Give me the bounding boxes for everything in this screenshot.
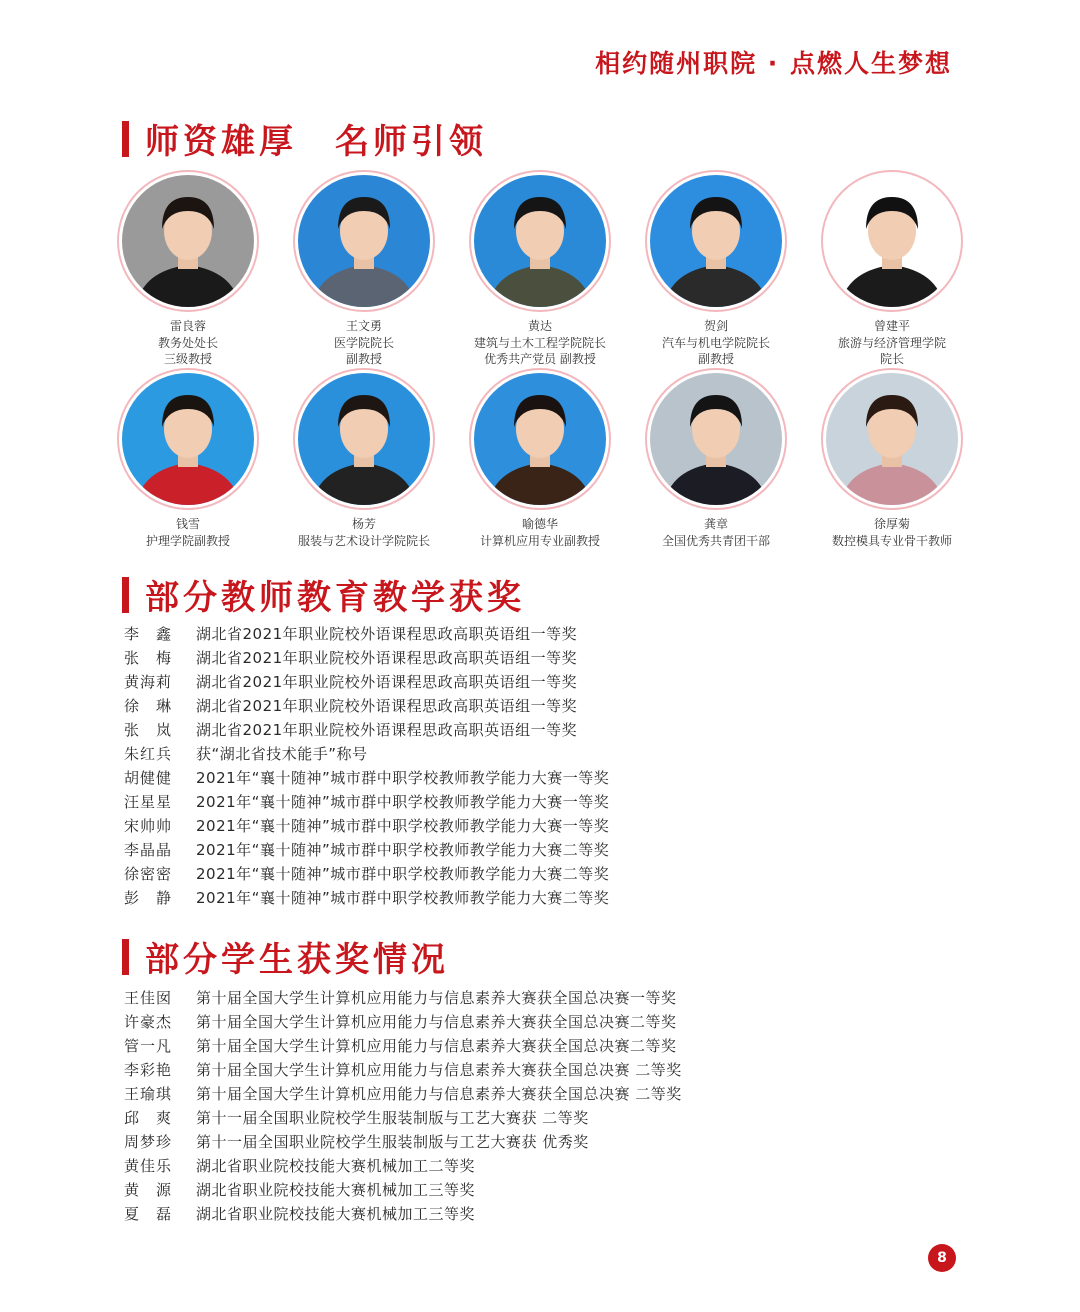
teacher-name: 贺剑 <box>703 319 728 333</box>
teacher-info <box>832 516 952 549</box>
award-row <box>124 838 609 862</box>
award-row <box>124 1202 682 1226</box>
award-description: 2021年“襄十随神”城市群中职学校教师教学能力大赛二等奖 <box>196 841 610 859</box>
title-accent-bar <box>122 121 129 157</box>
teacher-card <box>804 368 980 553</box>
award-row <box>124 1106 682 1130</box>
award-recipient: 邱 爽 <box>124 1109 173 1127</box>
teacher-title-line: 计算机应用专业副教授 <box>479 533 600 548</box>
award-recipient: 胡健健 <box>124 769 173 787</box>
award-description: 第十一届全国职业院校学生服装制版与工艺大赛获 二等奖 <box>196 1109 589 1127</box>
title-accent-bar <box>122 577 129 613</box>
teacher-name: 杨芳 <box>351 517 376 531</box>
portrait-image <box>122 373 254 505</box>
teacher-row <box>100 170 980 368</box>
teacher-name: 喻德华 <box>521 517 558 531</box>
award-row <box>124 718 609 742</box>
award-description: 2021年“襄十随神”城市群中职学校教师教学能力大赛一等奖 <box>196 793 610 811</box>
award-row <box>124 646 609 670</box>
teacher-photo <box>821 368 963 510</box>
award-recipient: 徐 琳 <box>124 697 173 715</box>
portrait-image <box>826 373 958 505</box>
teacher-photo <box>293 368 435 510</box>
teacher-card <box>276 368 452 553</box>
section-title-teachers <box>122 114 487 163</box>
title-accent-bar <box>122 939 129 975</box>
teacher-info <box>480 516 600 549</box>
award-recipient: 李 鑫 <box>124 625 173 643</box>
award-description: 湖北省2021年职业院校外语课程思政高职英语组一等奖 <box>196 697 578 715</box>
teacher-title-line: 护理学院副教授 <box>145 533 230 548</box>
award-recipient: 徐密密 <box>124 865 173 883</box>
teacher-name: 钱雪 <box>175 517 200 531</box>
award-recipient: 李晶晶 <box>124 841 173 859</box>
award-recipient: 黄 源 <box>124 1181 173 1199</box>
award-description: 第十一届全国职业院校学生服装制版与工艺大赛获 优秀奖 <box>196 1133 589 1151</box>
award-recipient: 黄海莉 <box>124 673 173 691</box>
teacher-card <box>804 170 980 368</box>
award-description: 第十届全国大学生计算机应用能力与信息素养大赛获全国总决赛一等奖 <box>196 989 677 1007</box>
teacher-photo <box>821 170 963 312</box>
teacher-title-line: 院长 <box>879 352 904 366</box>
award-row <box>124 814 609 838</box>
award-row <box>124 1034 682 1058</box>
teacher-name: 曾建平 <box>873 319 910 333</box>
award-description: 湖北省职业院校技能大赛机械加工二等奖 <box>196 1157 476 1175</box>
award-row <box>124 886 609 910</box>
teacher-info <box>158 318 218 368</box>
portrait-image <box>474 175 606 307</box>
award-row <box>124 670 609 694</box>
teacher-card <box>628 170 804 368</box>
teacher-info <box>474 318 606 368</box>
portrait-image <box>650 373 782 505</box>
teacher-info <box>334 318 394 368</box>
award-recipient: 夏 磊 <box>124 1205 173 1223</box>
award-description: 湖北省职业院校技能大赛机械加工三等奖 <box>196 1181 476 1199</box>
teacher-photo <box>117 368 259 510</box>
award-row <box>124 862 609 886</box>
section-title-teacher-awards <box>122 570 525 619</box>
teacher-photo <box>469 170 611 312</box>
portrait-image <box>650 175 782 307</box>
award-description: 第十届全国大学生计算机应用能力与信息素养大赛获全国总决赛 二等奖 <box>196 1061 682 1079</box>
award-recipient: 李彩艳 <box>124 1061 173 1079</box>
award-description: 湖北省2021年职业院校外语课程思政高职英语组一等奖 <box>196 673 578 691</box>
teacher-info <box>838 318 946 368</box>
teacher-title-line: 数控模具专业骨干教师 <box>831 533 952 548</box>
award-recipient: 汪星星 <box>124 793 173 811</box>
award-recipient: 周梦珍 <box>124 1133 173 1151</box>
teacher-awards-list <box>124 622 609 910</box>
section-title-text: 师资雄厚 名师引领 <box>145 122 487 162</box>
award-recipient: 王佳囡 <box>124 989 173 1007</box>
teacher-photo <box>469 368 611 510</box>
portrait-image <box>122 175 254 307</box>
teacher-photo <box>645 368 787 510</box>
teacher-card <box>276 170 452 368</box>
teacher-photo <box>117 170 259 312</box>
award-description: 湖北省职业院校技能大赛机械加工三等奖 <box>196 1205 476 1223</box>
header-slogan: 相约随州职院 · 点燃人生梦想 <box>595 49 952 78</box>
award-row <box>124 1058 682 1082</box>
teacher-title-line: 优秀共产党员 副教授 <box>484 352 596 366</box>
award-description: 第十届全国大学生计算机应用能力与信息素养大赛获全国总决赛 二等奖 <box>196 1085 682 1103</box>
award-recipient: 黄佳乐 <box>124 1157 173 1175</box>
award-row <box>124 1082 682 1106</box>
award-recipient: 许豪杰 <box>124 1013 173 1031</box>
portrait-image <box>298 175 430 307</box>
teacher-info <box>298 516 430 549</box>
award-row <box>124 742 609 766</box>
teacher-info <box>662 318 770 368</box>
award-recipient: 张 梅 <box>124 649 173 667</box>
teacher-title-line: 副教授 <box>345 352 382 366</box>
award-description: 第十届全国大学生计算机应用能力与信息素养大赛获全国总决赛二等奖 <box>196 1037 677 1055</box>
award-description: 湖北省2021年职业院校外语课程思政高职英语组一等奖 <box>196 625 578 643</box>
section-title-text: 部分学生获奖情况 <box>145 940 449 980</box>
award-row <box>124 1178 682 1202</box>
teacher-name: 徐厚菊 <box>873 517 910 531</box>
award-description: 获“湖北省技术能手”称号 <box>196 745 368 763</box>
award-recipient: 张 岚 <box>124 721 173 739</box>
award-description: 2021年“襄十随神”城市群中职学校教师教学能力大赛一等奖 <box>196 769 610 787</box>
teacher-card <box>452 368 628 553</box>
award-row <box>124 790 609 814</box>
teacher-card <box>100 368 276 553</box>
section-title-text: 部分教师教育教学获奖 <box>145 578 525 618</box>
page-number-badge: 8 <box>928 1244 956 1272</box>
award-row <box>124 986 682 1010</box>
teacher-title-line: 医学院院长 <box>333 335 394 350</box>
teacher-card <box>100 170 276 368</box>
award-recipient: 管一凡 <box>124 1037 173 1055</box>
award-row <box>124 766 609 790</box>
portrait-image <box>474 373 606 505</box>
teacher-info <box>146 516 230 549</box>
teacher-grid <box>100 170 980 553</box>
teacher-photo <box>293 170 435 312</box>
award-row <box>124 694 609 718</box>
award-description: 第十届全国大学生计算机应用能力与信息素养大赛获全国总决赛二等奖 <box>196 1013 677 1031</box>
teacher-title-line: 全国优秀共青团干部 <box>661 533 770 548</box>
teacher-title-line: 副教授 <box>697 352 734 366</box>
teacher-title-line: 教务处处长 <box>157 335 218 350</box>
teacher-row <box>100 368 980 553</box>
section-title-student-awards <box>122 932 449 981</box>
portrait-image <box>826 175 958 307</box>
teacher-name: 龚章 <box>703 517 728 531</box>
teacher-card <box>452 170 628 368</box>
teacher-title-line: 旅游与经济管理学院 <box>837 335 946 350</box>
portrait-image <box>298 373 430 505</box>
award-row <box>124 1010 682 1034</box>
teacher-photo <box>645 170 787 312</box>
award-row <box>124 622 609 646</box>
award-recipient: 宋帅帅 <box>124 817 173 835</box>
award-recipient: 王瑜琪 <box>124 1085 173 1103</box>
award-description: 湖北省2021年职业院校外语课程思政高职英语组一等奖 <box>196 721 578 739</box>
teacher-title-line: 汽车与机电学院院长 <box>661 335 770 350</box>
award-description: 2021年“襄十随神”城市群中职学校教师教学能力大赛一等奖 <box>196 817 610 835</box>
award-recipient: 彭 静 <box>124 889 173 907</box>
award-row <box>124 1154 682 1178</box>
teacher-info <box>662 516 770 549</box>
award-description: 2021年“襄十随神”城市群中职学校教师教学能力大赛二等奖 <box>196 889 610 907</box>
teacher-title-line: 三级教授 <box>163 352 212 366</box>
award-description: 2021年“襄十随神”城市群中职学校教师教学能力大赛二等奖 <box>196 865 610 883</box>
award-recipient: 朱红兵 <box>124 745 173 763</box>
teacher-card <box>628 368 804 553</box>
teacher-title-line: 建筑与土木工程学院院长 <box>473 335 606 350</box>
teacher-name: 黄达 <box>527 319 552 333</box>
award-description: 湖北省2021年职业院校外语课程思政高职英语组一等奖 <box>196 649 578 667</box>
teacher-name: 雷良蓉 <box>169 319 206 333</box>
teacher-name: 王文勇 <box>345 319 382 333</box>
student-awards-list <box>124 986 682 1226</box>
award-row <box>124 1130 682 1154</box>
teacher-title-line: 服装与艺术设计学院院长 <box>297 533 430 548</box>
